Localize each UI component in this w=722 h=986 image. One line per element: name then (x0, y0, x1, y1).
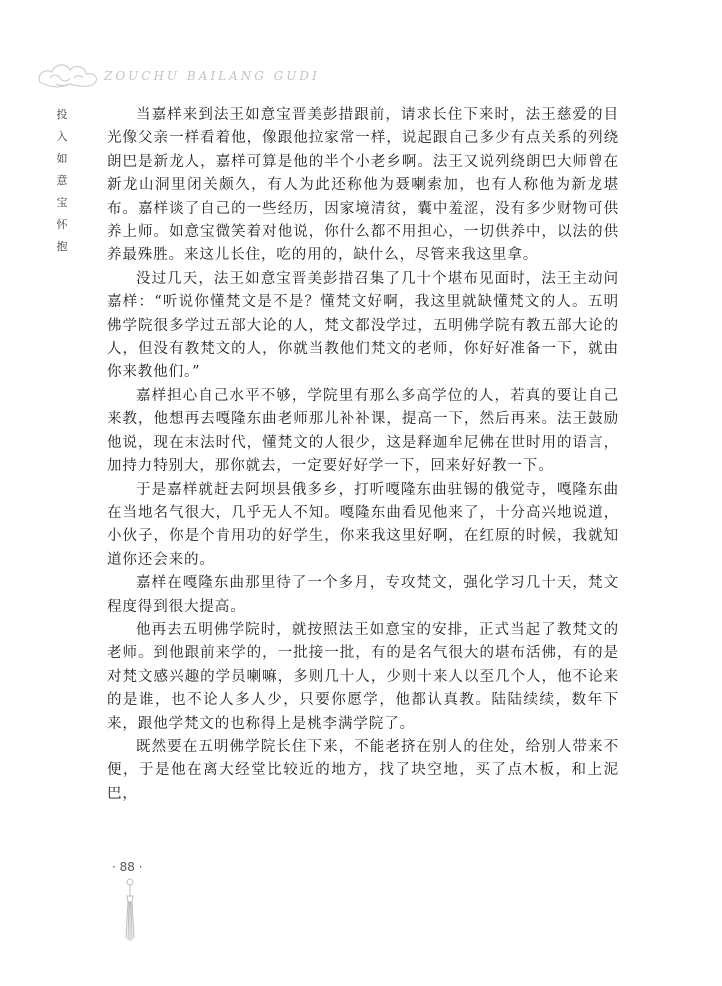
chapter-char: 怀 (56, 218, 68, 231)
page-number: · 88 · (112, 860, 143, 874)
paragraph: 嘉样在嘎隆东曲那里待了一个多月，专攻梵文，强化学习几十天，梵文程度得到很大提高。 (107, 575, 619, 615)
chapter-char: 宝 (56, 196, 68, 209)
auspicious-cloud-icon (36, 58, 102, 92)
chapter-char: 意 (56, 174, 68, 187)
tassel-ornament-icon (122, 878, 138, 942)
paragraph: 既然要在五明佛学院长住下来，不能老挤在别人的住处，给别人带来不便，于是他在离大经堂比较近的地方，找了块空地，买了点木板，和上泥巴， (107, 738, 619, 802)
chapter-char: 如 (56, 152, 68, 165)
paragraph: 当嘉样来到法王如意宝晋美彭措跟前，请求长住下来时，法王慈爱的目光像父亲一样看着他，像跟他拉家常一样，说起跟自己多少有点关系的列绕朗巴是新龙人，嘉样可算是他的半个小老乡啊。法王又说列绕朗巴大师曾在新龙山洞里闭关颇久，有人为此还称他为聂喇索加，也有人称他为新龙堪布。嘉样谈了自己的一些经历，因家境清贫，囊中羞涩，没有多少财物可供养上师。如意宝微笑着对他说，你什么都不用担心，一切供养中，以法的供养最殊胜。来这儿长住，吃的用的，缺什么，尽管来我这里拿。 (107, 107, 619, 264)
chapter-title-vertical (52, 104, 72, 258)
running-header (36, 58, 326, 92)
series-title: ZOUCHU BAILANG GUDI (104, 69, 320, 83)
paragraph: 于是嘉样就赶去阿坝县俄多乡，打听嘎隆东曲驻锡的俄觉寺，嘎隆东曲在当地名气很大，几乎无人不知。嘎隆东曲看见他来了，十分高兴地说道，小伙子，你是个肯用功的好学生，你来我这里好啊，在红原的时候，我就知道你还会来的。 (107, 481, 619, 568)
chapter-char: 入 (56, 130, 68, 143)
chapter-char: 投 (56, 108, 68, 121)
paragraph: 他再去五明佛学院时，就按照法王如意宝的安排，正式当起了教梵文的老师。到他跟前来学的，一批接一批，有的是名气很大的堪布活佛，有的是对梵文感兴趣的学员喇嘛，多则几十人，少则十来人以至几个人，他不论来的是谁，也不论人多人少，只要你愿学，他都认真教。陆陆续续，数年下来，跟他学梵文的也称得上是桃李满学院了。 (107, 621, 619, 732)
body-text (107, 104, 619, 806)
paragraph: 嘉样担心自己水平不够，学院里有那么多高学位的人，若真的要让自己来教，他想再去嘎隆东曲老师那儿补补课，提高一下，然后再来。法王鼓励他说，现在末法时代，懂梵文的人很少，这是释迦牟尼佛在世时用的语言，加持力特别大，那你就去，一定要好好学一下，回来好好教一下。 (107, 387, 619, 475)
chapter-char: 抱 (56, 240, 68, 253)
paragraph: 没过几天，法王如意宝晋美彭措召集了几十个堪布见面时，法王主动问嘉样：“听说你懂梵文是不是？懂梵文好啊，我这里就缺懂梵文的人。五明佛学院很多学过五部大论的人，梵文都没学过，五明佛学院有教五部大论的人，但没有教梵文的人，你就当教他们梵文的老师，你好好准备一下，就由你来教他们。” (107, 270, 619, 381)
page-footer (112, 856, 172, 946)
